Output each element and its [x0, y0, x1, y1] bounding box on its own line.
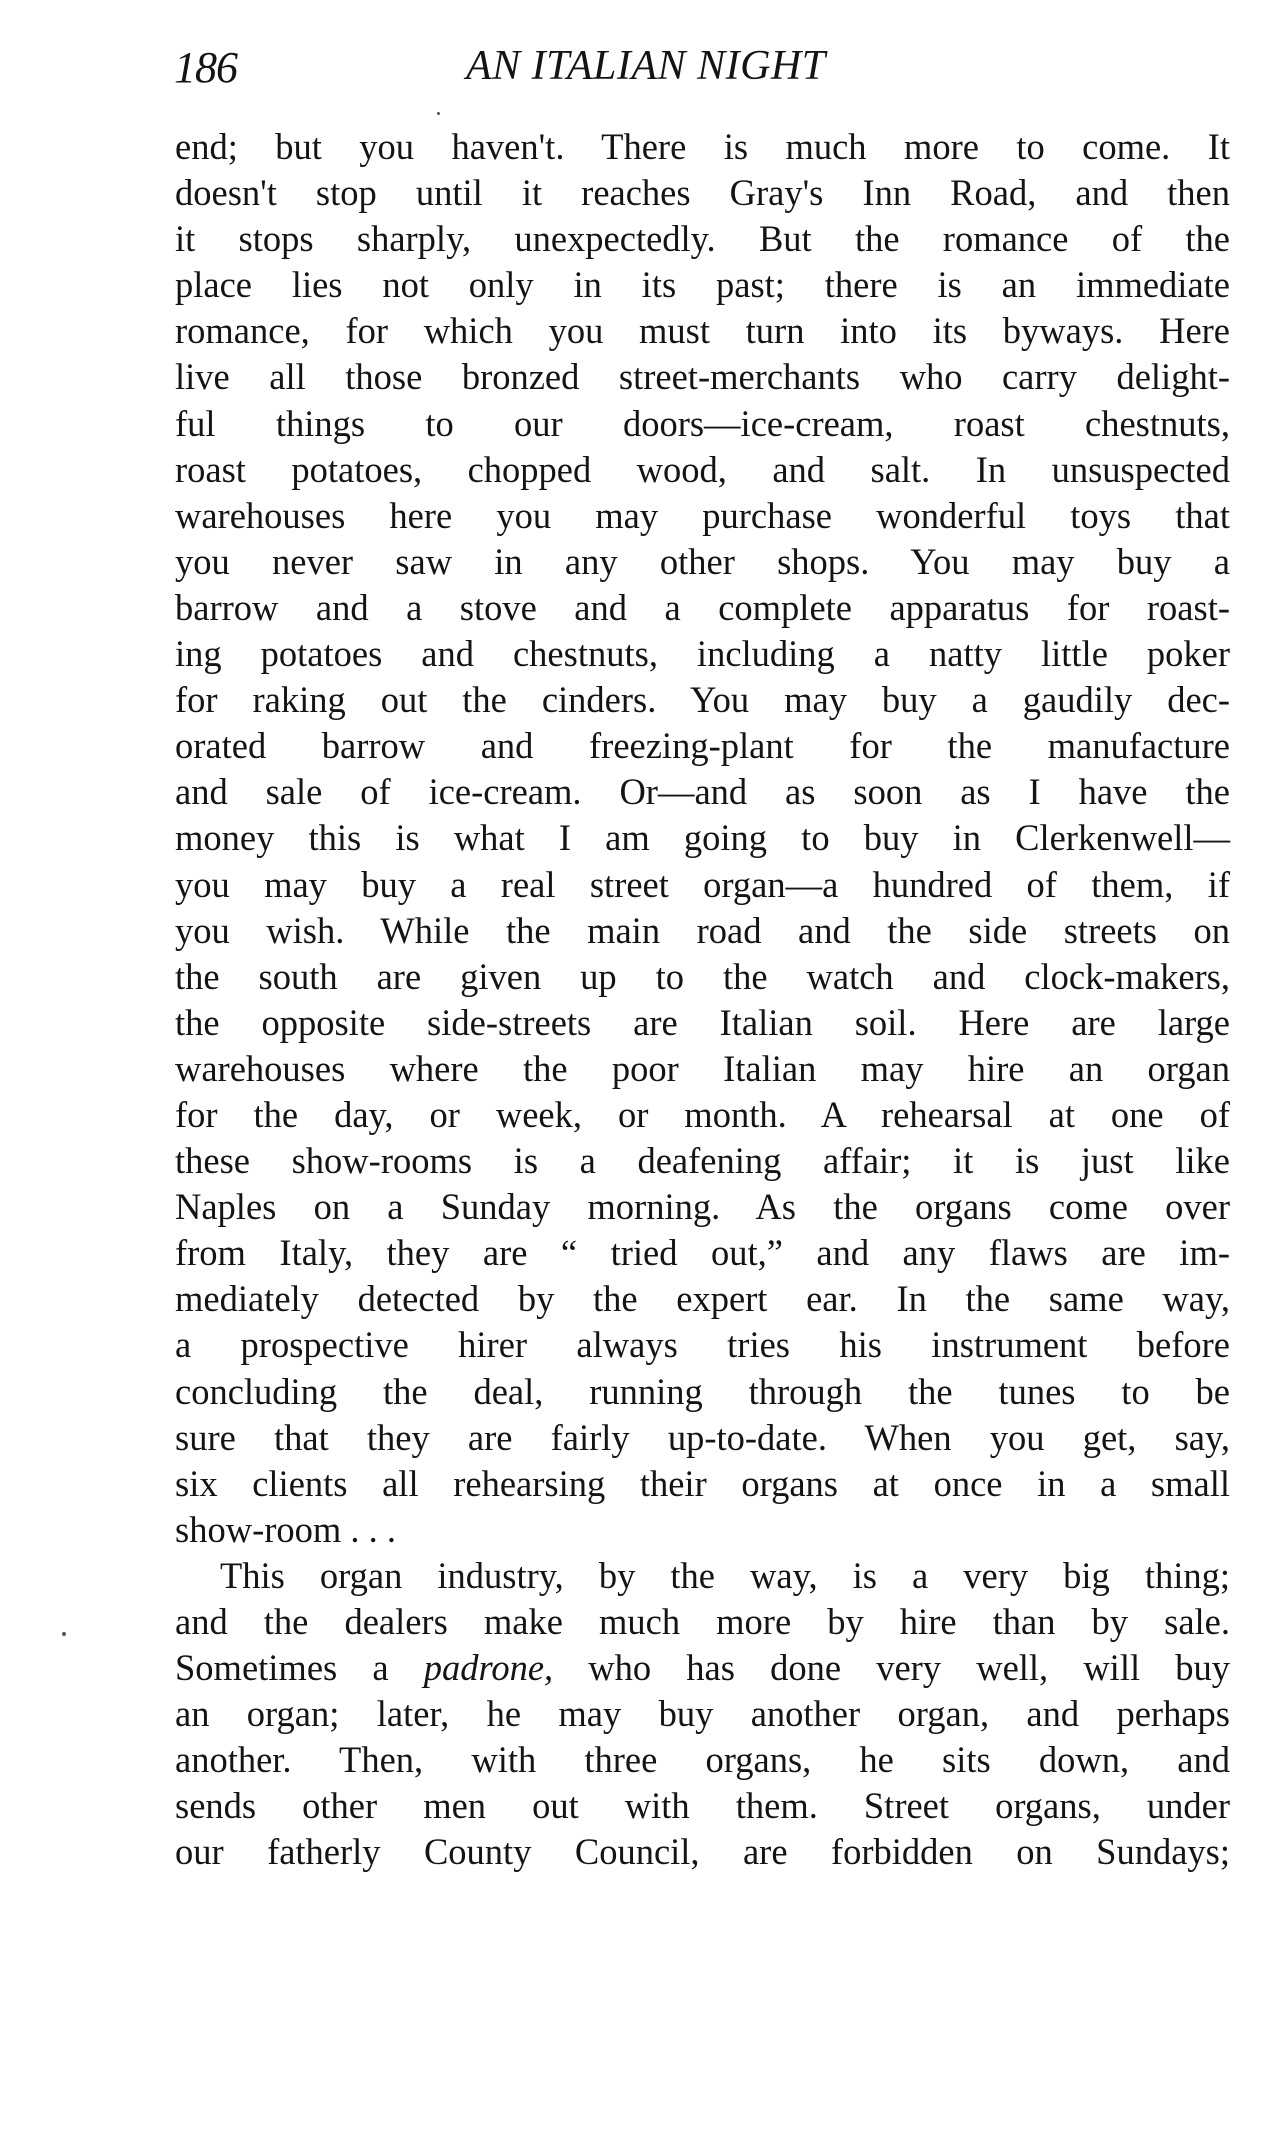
text-line-paragraph-end: show-room . . . [175, 1508, 397, 1550]
body-text [175, 124, 1230, 1876]
text-line: sure that they are fairly up-to-date. When you get, say, [175, 1416, 1230, 1458]
text-line: and sale of ice-cream. Or—and as soon as I have the [175, 771, 1230, 813]
page-number: 186 [174, 43, 237, 92]
text-run: Sometimes a [175, 1647, 424, 1689]
text-line: ing potatoes and chestnuts, including a natty little poker [175, 633, 1230, 675]
text-line: from Italy, they are “ tried out,” and any flaws are im- [175, 1232, 1230, 1274]
paper-speck [437, 112, 440, 115]
running-head [174, 42, 1234, 102]
text-line: orated barrow and freezing-plant for the manufacture [175, 725, 1230, 767]
text-line: ful things to our doors—ice-cream, roast chestnuts, [175, 402, 1230, 444]
text-line: for the day, or week, or month. A rehearsal at one of [175, 1093, 1230, 1135]
text-line: a prospective hirer always tries his instrument before [175, 1324, 1230, 1366]
text-line: the opposite side-streets are Italian soil. Here are large [175, 1001, 1230, 1043]
text-line: six clients all rehearsing their organs at once in a small [175, 1462, 1230, 1504]
text-line: place lies not only in its past; there is an immediate [175, 264, 1230, 306]
text-line: warehouses where the poor Italian may hire an organ [175, 1047, 1230, 1089]
text-line: warehouses here you may purchase wonderful toys that [175, 494, 1230, 536]
text-line: for raking out the cinders. You may buy a gaudily dec- [175, 679, 1230, 721]
text-line: you may buy a real street organ—a hundred of them, if [175, 863, 1230, 905]
text-line: another. Then, with three organs, he sits down, and [175, 1739, 1230, 1781]
text-line: romance, for which you must turn into its byways. Here [175, 310, 1230, 352]
text-line: end; but you haven't. There is much more to come. It [175, 126, 1230, 167]
text-line: concluding the deal, running through the tunes to be [175, 1370, 1230, 1412]
text-line: barrow and a stove and a complete apparatus for roast- [175, 586, 1230, 628]
italic-term: padrone, [423, 1647, 554, 1689]
text-line: Naples on a Sunday morning. As the organs come over [175, 1186, 1230, 1228]
text-line: roast potatoes, chopped wood, and salt. In unsuspected [175, 448, 1230, 490]
text-line: you never saw in any other shops. You may buy a [175, 540, 1230, 582]
text-line [175, 1645, 1230, 1691]
running-title: AN ITALIAN NIGHT [466, 43, 826, 89]
text-line: live all those bronzed street-merchants who carry delight- [175, 356, 1230, 398]
text-line: it stops sharply, unexpectedly. But the romance of the [175, 218, 1230, 260]
text-line-paragraph-start: This organ industry, by the way, is a very big thing; [220, 1554, 1230, 1596]
paper-speck [62, 1632, 66, 1636]
text-line: these show-rooms is a deafening affair; it is just like [175, 1140, 1230, 1182]
text-line: our fatherly County Council, are forbidden on Sundays; [175, 1831, 1230, 1873]
text-line: mediately detected by the expert ear. In the same way, [175, 1278, 1230, 1320]
text-line: and the dealers make much more by hire than by sale. [175, 1601, 1230, 1642]
text-line: money this is what I am going to buy in Clerkenwell— [175, 817, 1230, 859]
text-line: the south are given up to the watch and clock-makers, [175, 955, 1230, 997]
text-line: doesn't stop until it reaches Gray's Inn Road, and then [175, 172, 1230, 214]
text-line: sends other men out with them. Street organs, under [175, 1785, 1230, 1827]
text-run: who has done very well, will buy [553, 1647, 1230, 1689]
text-line: you wish. While the main road and the side streets on [175, 909, 1230, 951]
text-line: an organ; later, he may buy another organ, and perhaps [175, 1693, 1230, 1735]
